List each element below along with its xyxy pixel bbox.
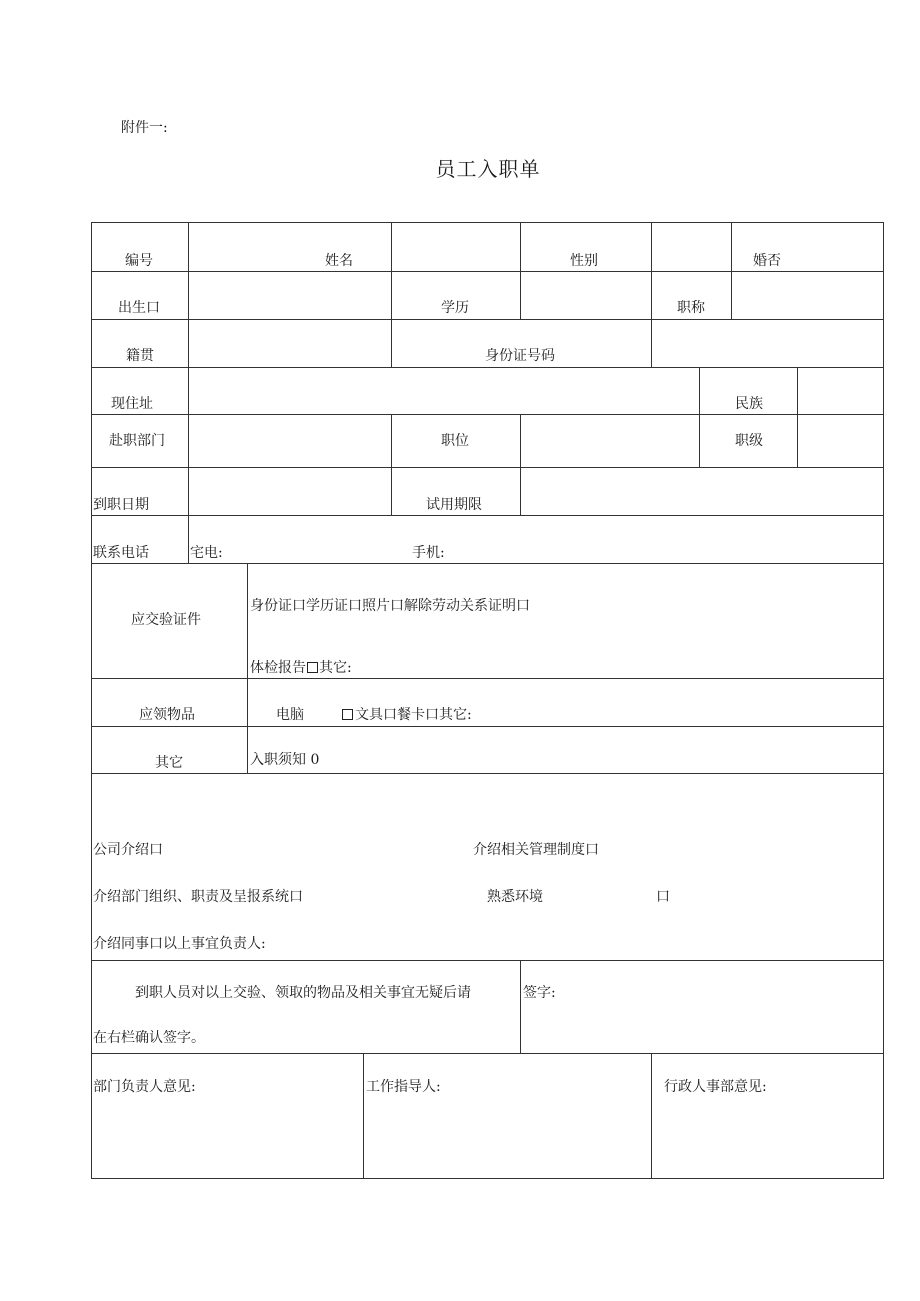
page-title: 员工入职单 bbox=[435, 157, 541, 181]
col-divider bbox=[520, 960, 521, 1054]
table-border-right bbox=[883, 222, 884, 1179]
row-divider bbox=[91, 563, 884, 564]
col-divider bbox=[391, 222, 392, 368]
label-signature: 签字: bbox=[523, 985, 556, 1001]
col-divider bbox=[520, 414, 521, 515]
row-divider bbox=[91, 319, 884, 320]
label-ethnicity: 民族 bbox=[735, 396, 763, 412]
col-divider bbox=[651, 222, 652, 368]
label-home-phone: 宅电: bbox=[190, 545, 223, 561]
label-name: 姓名 bbox=[325, 253, 353, 269]
col-divider bbox=[391, 414, 392, 515]
label-dept-head-opinion: 部门负责人意见: bbox=[93, 1079, 196, 1095]
confirm-line2: 在右栏确认签字。 bbox=[93, 1030, 205, 1046]
label-documents: 应交验证件 bbox=[131, 612, 201, 628]
label-probation: 试用期限 bbox=[426, 497, 482, 513]
row-divider bbox=[91, 515, 884, 516]
checkbox-computer[interactable] bbox=[342, 709, 353, 720]
row-divider bbox=[91, 678, 884, 679]
table-border-top bbox=[91, 222, 884, 223]
documents-medical-report: 体检报告 bbox=[250, 660, 306, 676]
col-divider bbox=[247, 563, 248, 774]
col-divider bbox=[797, 367, 798, 468]
row-divider bbox=[91, 773, 884, 774]
other-value: 入职须知 0 bbox=[250, 752, 320, 768]
label-start-date: 到职日期 bbox=[93, 497, 149, 513]
table-border-left bbox=[91, 222, 92, 1179]
label-items: 应领物品 bbox=[139, 707, 195, 723]
label-contact: 联系电话 bbox=[93, 545, 149, 561]
items-rest: 文具口餐卡口其它: bbox=[355, 707, 472, 723]
row-divider bbox=[91, 271, 884, 272]
label-education: 学历 bbox=[441, 300, 469, 316]
label-hr-opinion: 行政人事部意见: bbox=[664, 1079, 767, 1095]
orientation-rules: 介绍相关管理制度口 bbox=[473, 842, 599, 858]
label-native-place: 籍贯 bbox=[126, 348, 154, 364]
label-rank: 职级 bbox=[735, 433, 763, 449]
label-position: 职位 bbox=[441, 433, 469, 449]
attachment-label: 附件一: bbox=[121, 120, 168, 136]
confirm-line1: 到职人员对以上交验、领取的物品及相关事宜无疑后请 bbox=[135, 985, 471, 1001]
label-birth: 出生口 bbox=[118, 300, 160, 316]
row-divider bbox=[91, 367, 884, 368]
col-divider bbox=[651, 1053, 652, 1179]
documents-other: 其它: bbox=[319, 660, 352, 676]
item-computer: 电脑 bbox=[276, 707, 304, 723]
label-mobile: 手机: bbox=[412, 545, 445, 561]
label-other: 其它 bbox=[155, 755, 183, 771]
row-divider bbox=[91, 726, 884, 727]
row-divider bbox=[91, 467, 884, 468]
label-id-number: 身份证号码 bbox=[485, 348, 555, 364]
row-divider bbox=[91, 960, 884, 961]
label-address: 现住址 bbox=[111, 396, 153, 412]
label-marital: 婚否 bbox=[753, 253, 781, 269]
documents-line1: 身份证口学历证口照片口解除劳动关系证明口 bbox=[250, 598, 530, 614]
col-divider bbox=[363, 1053, 364, 1179]
label-mentor: 工作指导人: bbox=[366, 1079, 441, 1095]
label-department: 赴职部门 bbox=[109, 433, 165, 449]
orientation-environment-box: 口 bbox=[656, 889, 670, 905]
orientation-department: 介绍部门组织、职责及呈报系统口 bbox=[93, 889, 303, 905]
documents-line2 bbox=[250, 660, 352, 676]
col-divider bbox=[188, 222, 189, 563]
col-divider bbox=[699, 367, 700, 468]
col-divider bbox=[520, 222, 521, 319]
row-divider bbox=[91, 1053, 884, 1054]
orientation-colleagues: 介绍同事口以上事宜负责人: bbox=[93, 936, 266, 952]
label-gender: 性别 bbox=[570, 253, 598, 269]
label-number: 编号 bbox=[125, 253, 153, 269]
checkbox-medical-report[interactable] bbox=[307, 662, 318, 673]
table-border-bottom bbox=[91, 1178, 884, 1179]
col-divider bbox=[731, 222, 732, 319]
label-title: 职称 bbox=[677, 300, 705, 316]
orientation-company: 公司介绍口 bbox=[93, 842, 163, 858]
row-divider bbox=[91, 414, 884, 415]
orientation-environment: 熟悉环境 bbox=[487, 889, 543, 905]
